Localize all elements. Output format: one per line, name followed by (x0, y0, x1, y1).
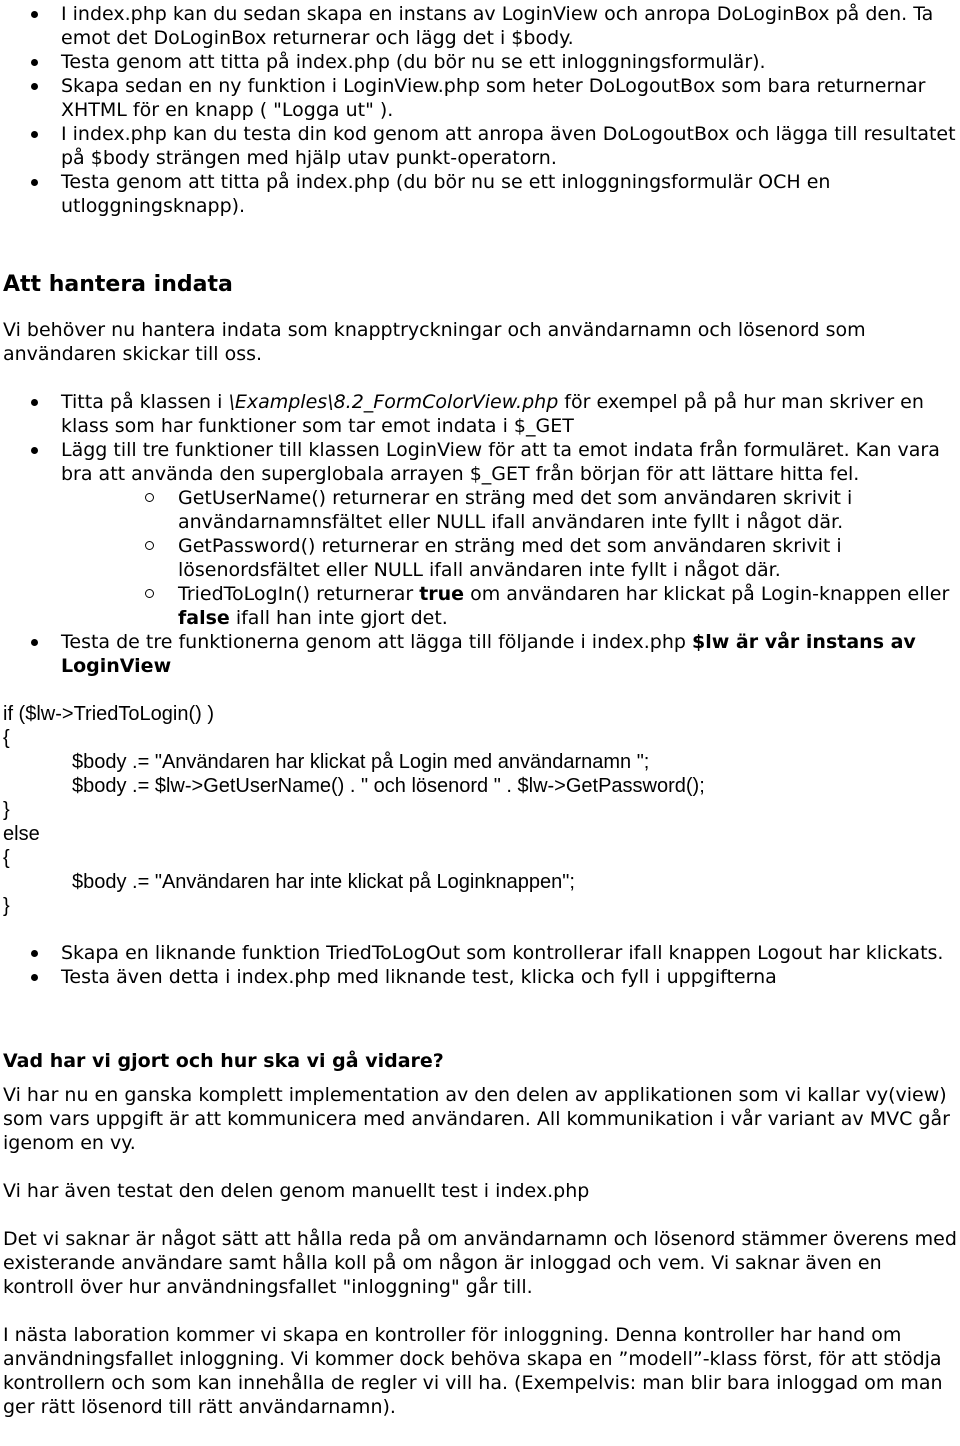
list-item: Skapa en liknande funktion TriedToLogOut som kontrollerar ifall knappen Logout har klickats. (3, 941, 958, 965)
keyword-false: false (178, 607, 230, 629)
paragraph: Vi har nu en ganska komplett implementation av den delen av applikationen som vi kallar vy(view) som vars uppgift är att kommunicera med användaren. All kommunikation i vår variant av MVC går igenom en vy. (3, 1084, 950, 1154)
list-item: Testa även detta i index.php med liknande test, klicka och fyll i uppgifterna (3, 965, 958, 989)
section-heading-indata: Att hantera indata (3, 272, 233, 297)
sublist-item-text: TriedToLogIn() returnerar (178, 583, 420, 605)
list-item (3, 390, 958, 438)
code-line: } (3, 895, 10, 917)
document-page (3, 2, 958, 1419)
list-item-text: Lägg till tre funktioner till klassen LoginView för att ta emot indata från formuläret. Kan vara bra att använda den superglobala arrayen $_GET från början för att lättare hitta fel. (61, 439, 940, 485)
sublist-item: GetPassword() returnerar en sträng med det som användaren skrivit i lösenordsfältet eller NULL ifall användaren inte fyllt i något där. (61, 534, 958, 582)
task-list-2 (3, 390, 958, 678)
task-list-3 (3, 941, 958, 989)
sublist-item-text: ifall han inte gjort det. (229, 607, 448, 629)
code-line: { (3, 847, 10, 869)
section-heading-summary: Vad har vi gjort och hur ska vi gå vidare? (3, 1050, 444, 1072)
function-sublist (61, 486, 958, 630)
list-item: Testa genom att titta på index.php (du bör nu se ett inloggningsformulär). (3, 50, 958, 74)
paragraph: Vi har även testat den delen genom manuellt test i index.php (3, 1180, 590, 1202)
list-item-text: Testa de tre funktionerna genom att lägga till följande i index.php (61, 631, 693, 653)
list-item: Testa genom att titta på index.php (du bör nu se ett inloggningsformulär OCH en utloggningsknapp). (3, 170, 958, 218)
keyword-true: true (419, 583, 465, 605)
paragraph: I nästa laboration kommer vi skapa en kontroller för inloggning. Denna kontroller har hand om användningsfallet inloggning. Vi kommer dock behöva skapa en ”modell”-klass först, för att stödja kontrollern och som kan innehålla de regler vi vill ha. (Exempelvis: man blir bara inloggad om man ger rätt lösenord till rätt användarnamn). (3, 1324, 943, 1418)
list-item-text: för exempel på på hur man skriver en klass som har funktioner som tar emot indata i $_GET (61, 391, 924, 437)
list-item-bold: $lw är vår instans av LoginView (61, 631, 916, 677)
code-block (3, 702, 958, 918)
paragraph-intro: Vi behöver nu hantera indata som knapptryckningar och användarnamn och lösenord som användaren skickar till oss. (3, 319, 866, 365)
list-item: Skapa sedan en ny funktion i LoginView.php som heter DoLogoutBox som bara returnernar XHTML för en knapp ( "Logga ut" ). (3, 74, 958, 122)
code-line: $body .= "Användaren har klickat på Login med användarnamn "; (72, 751, 650, 773)
sublist-item: GetUserName() returnerar en sträng med det som användaren skrivit i användarnamnsfältet eller NULL ifall användaren inte fyllt i något där. (61, 486, 958, 534)
code-line: $body .= "Användaren har inte klickat på Loginknappen"; (72, 871, 575, 893)
paragraph: Det vi saknar är något sätt att hålla reda på om användarnamn och lösenord stämmer överens med existerande användare samt hålla koll på om någon är inloggad och vem. Vi saknar även en kontroll över hur användningsfallet "inloggning" går till. (3, 1228, 957, 1298)
sublist-item-text: om användaren har klickat på Login-knappen eller (464, 583, 950, 605)
list-item: I index.php kan du testa din kod genom att anropa även DoLogoutBox och lägga till resultatet på $body strängen med hjälp utav punkt-operatorn. (3, 122, 958, 170)
code-line: if ($lw->TriedToLogin() ) (3, 703, 214, 725)
list-item: I index.php kan du sedan skapa en instans av LoginView och anropa DoLoginBox på den. Ta emot det DoLoginBox returnerar och lägg det i $body. (3, 2, 958, 50)
code-line: { (3, 727, 10, 749)
list-item (3, 630, 958, 678)
example-path: \Examples\8.2_FormColorView.php (228, 391, 559, 413)
list-item-text: Titta på klassen i (61, 391, 229, 413)
code-line: } (3, 799, 10, 821)
code-line: $body .= $lw->GetUserName() . " och lösenord " . $lw->GetPassword(); (72, 775, 705, 797)
task-list-1 (3, 2, 958, 218)
list-item (3, 438, 958, 630)
sublist-item (61, 582, 958, 630)
code-line: else (3, 823, 40, 845)
